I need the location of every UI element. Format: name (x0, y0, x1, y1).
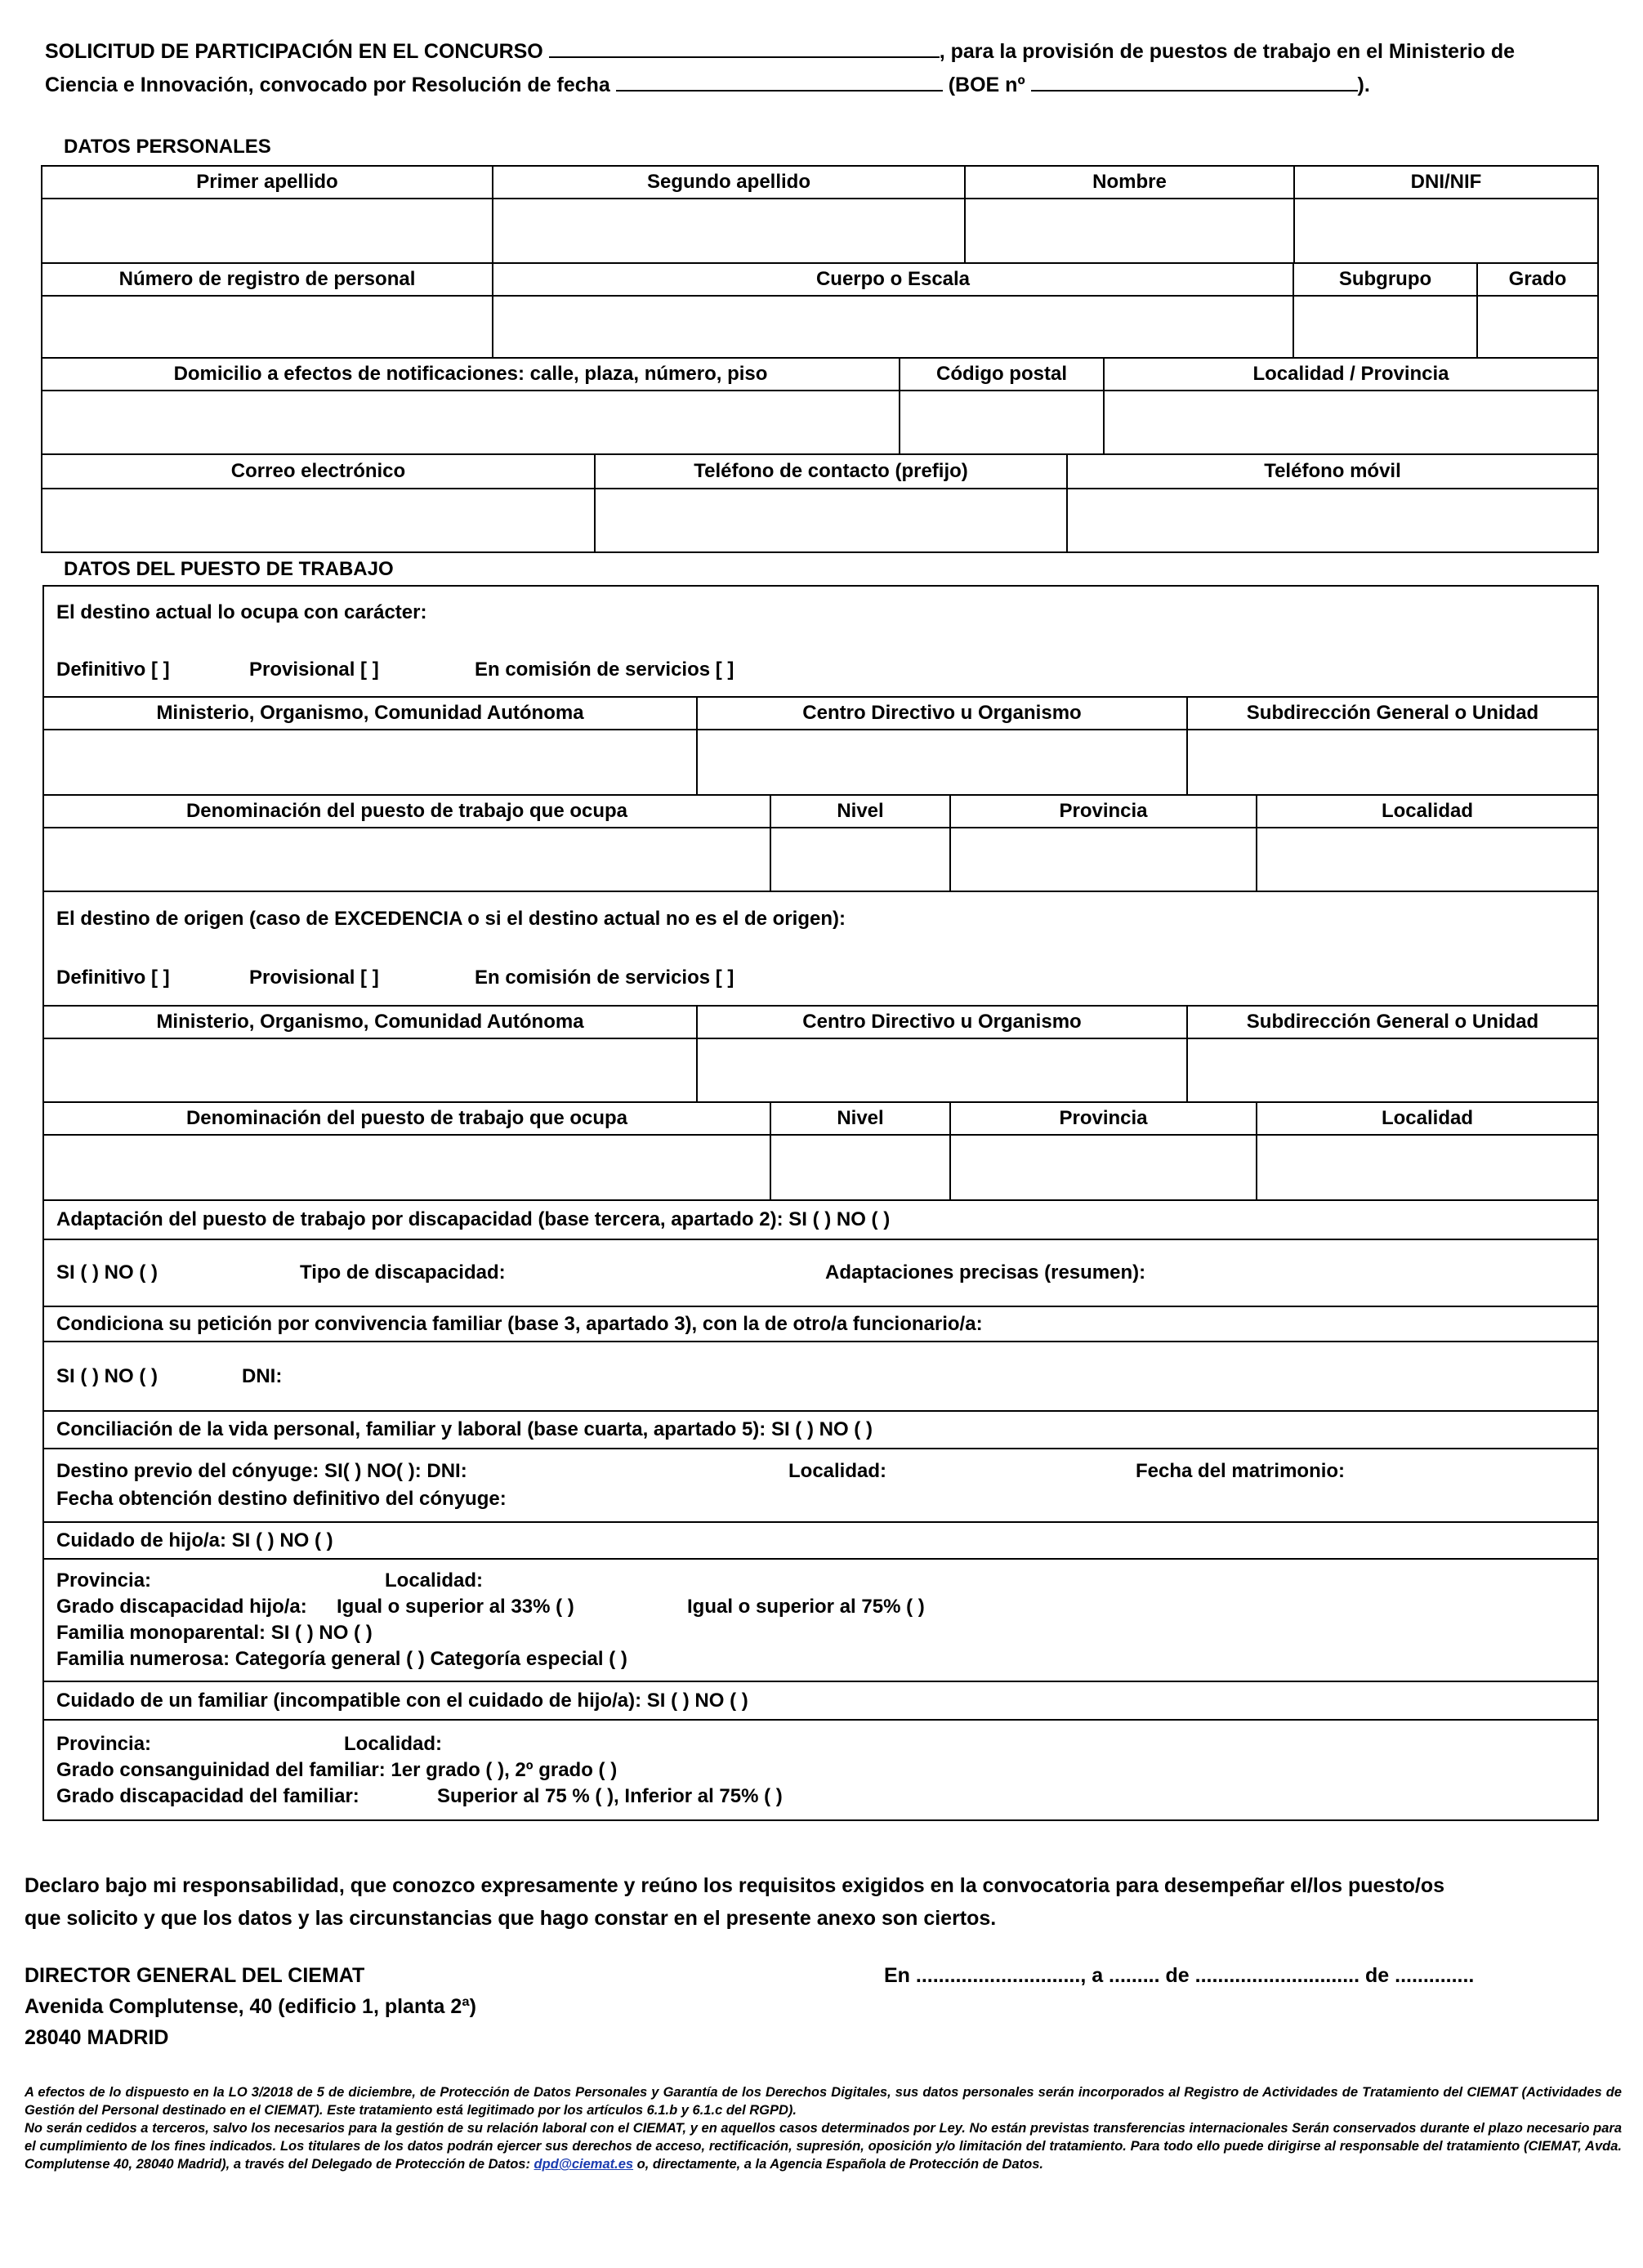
header-text: , para la provisión de puestos de trabajo en el Ministerio de (939, 40, 1516, 63)
legal-paragraph-2-end: o, directamente, a la Agencia Española de Protección de Datos. (633, 2157, 1043, 2172)
ministerio-field[interactable] (43, 730, 697, 795)
legal-paragraph-2-text: No serán cedidos a terceros, salvo los necesarios para la gestión de su relación laboral con el CIEMAT, y en aquellos casos determinados por Ley. No están previstas transferencias internacionales Serán conservados durante el plazo necesario para el cumplimiento de los fines indicados. Los titulares de los datos podrán ejercer sus derechos de acceso, rectificación, supresión, oposición y/o limitación del tratamiento. Para todo ello puede dirigirse al responsable del tratamiento (CIEMAT, Avda. Complutense 40, 28040 Madrid), a través del Delegado de Protección de Datos: (25, 2121, 1622, 2172)
declaration-line1: Declaro bajo mi responsabilidad, que conozco expresamente y reúno los requisitos exigidos en la convocatoria para desempeñar el/los puesto/os (25, 1874, 1445, 1897)
hijo-localidad-label: Localidad: (385, 1569, 484, 1592)
declaration-line2: que solicito y que los datos y las circunstancias que hago constar en el presente anexo son ciertos. (25, 1907, 997, 1930)
label-movil: Teléfono móvil (1067, 454, 1598, 489)
subgrupo-field[interactable] (1293, 296, 1477, 358)
label-origen-provincia: Provincia (950, 1102, 1257, 1135)
label-centro: Centro Directivo u Organismo (697, 697, 1187, 730)
recipient-line1: DIRECTOR GENERAL DEL CIEMAT (25, 1964, 365, 1987)
fecha-destino-conyuge-label: Fecha obtención destino definitivo del cónyuge: (56, 1488, 507, 1510)
label-localidad: Localidad (1257, 795, 1598, 828)
destino-origen-title: El destino de origen (caso de EXCEDENCIA o si el destino actual no es el de origen): (56, 908, 846, 930)
personal-data-table-1 (41, 165, 1599, 264)
legal-paragraph-2 (25, 2119, 1622, 2173)
personal-data-table-2 (41, 262, 1599, 359)
label-domicilio: Domicilio a efectos de notificaciones: calle, plaza, número, piso (42, 358, 900, 391)
fecha-matrimonio-label: Fecha del matrimonio: (1136, 1460, 1346, 1482)
label-codigo-postal: Código postal (900, 358, 1104, 391)
denominacion-field[interactable] (43, 828, 770, 891)
origen-provisional-checkbox[interactable]: Provisional [ ] (249, 967, 379, 989)
segundo-apellido-field[interactable] (493, 199, 965, 263)
job-data-actual-puesto-table (42, 794, 1599, 892)
concurso-blank[interactable] (549, 38, 940, 58)
convivencia-sino[interactable]: SI ( ) NO ( ) (56, 1364, 158, 1387)
origen-nivel-field[interactable] (770, 1135, 950, 1200)
section-title-personal: DATOS PERSONALES (64, 136, 271, 158)
convivencia-title: Condiciona su petición por convivencia familiar (base 3, apartado 3), con la de otro/a funcionario/a: (43, 1306, 1598, 1342)
hijo-title[interactable]: Cuidado de hijo/a: SI ( ) NO ( ) (43, 1522, 1598, 1559)
origen-subdireccion-field[interactable] (1187, 1038, 1598, 1102)
origen-centro-field[interactable] (697, 1038, 1187, 1102)
destino-origen-cell (43, 891, 1598, 1006)
label-subgrupo: Subgrupo (1293, 263, 1477, 296)
familiar-localidad-label: Localidad: (344, 1732, 443, 1755)
familiar-title[interactable]: Cuidado de un familiar (incompatible con el cuidado de hijo/a): SI ( ) NO ( ) (43, 1681, 1598, 1720)
familiar-discapacidad-opts[interactable]: Superior al 75 % ( ), Inferior al 75% ( ) (437, 1784, 783, 1807)
label-origen-centro: Centro Directivo u Organismo (697, 1006, 1187, 1038)
boe-label: (BOE nº (948, 74, 1025, 96)
header-title: SOLICITUD DE PARTICIPACIÓN EN EL CONCURSO (45, 40, 543, 63)
label-nombre: Nombre (965, 166, 1294, 199)
label-telefono: Teléfono de contacto (prefijo) (595, 454, 1067, 489)
dpd-email-link[interactable]: dpd@ciemat.es (534, 2157, 634, 2172)
label-subdireccion: Subdirección General o Unidad (1187, 697, 1598, 730)
recipient-line2: Avenida Complutense, 40 (edificio 1, planta 2ª) (25, 1995, 476, 2018)
hijo-grado-label: Grado discapacidad hijo/a: (56, 1596, 307, 1618)
form-header-line1 (45, 38, 1515, 64)
header-end: ). (1357, 74, 1370, 96)
recipient-line3: 28040 MADRID (25, 2026, 169, 2049)
declaration (25, 1869, 1618, 1935)
conyuge-destino[interactable]: Destino previo del cónyuge: SI( ) NO( ): DNI: (56, 1460, 467, 1482)
nrp-field[interactable] (42, 296, 493, 358)
label-denominacion: Denominación del puesto de trabajo que ocupa (43, 795, 770, 828)
label-correo: Correo electrónico (42, 454, 595, 489)
primer-apellido-field[interactable] (42, 199, 493, 263)
label-origen-ministerio: Ministerio, Organismo, Comunidad Autónoma (43, 1006, 697, 1038)
familiar-consanguinidad[interactable]: Grado consanguinidad del familiar: 1er grado ( ), 2º grado ( ) (56, 1758, 618, 1781)
convivencia-dni-label: DNI: (242, 1364, 283, 1387)
destino-actual-title: El destino actual lo ocupa con carácter: (56, 601, 427, 623)
familiar-provincia-label: Provincia: (56, 1732, 152, 1755)
subdireccion-field[interactable] (1187, 730, 1598, 795)
personal-data-table-3 (41, 357, 1599, 455)
label-nivel: Nivel (770, 795, 950, 828)
hijo-grado-75[interactable]: Igual o superior al 75% ( ) (687, 1596, 925, 1618)
conyuge-localidad-label: Localidad: (788, 1460, 887, 1482)
correo-field[interactable] (42, 489, 595, 552)
circumstances-table (42, 1199, 1599, 1821)
provisional-checkbox[interactable]: Provisional [ ] (249, 659, 379, 681)
label-origen-nivel: Nivel (770, 1102, 950, 1135)
definitivo-checkbox[interactable]: Definitivo [ ] (56, 659, 170, 681)
personal-data-table-4 (41, 453, 1599, 553)
dni-field[interactable] (1294, 199, 1598, 263)
origen-provincia-field[interactable] (950, 1135, 1257, 1200)
job-data-origen-puesto-table (42, 1101, 1599, 1201)
hijo-details (43, 1559, 1598, 1681)
label-provincia: Provincia (950, 795, 1257, 828)
destino-actual-options (56, 659, 1597, 681)
conciliacion-title[interactable]: Conciliación de la vida personal, familiar y laboral (base cuarta, apartado 5): SI ( ) NO ( ) (43, 1411, 1598, 1449)
tipo-discapacidad-label: Tipo de discapacidad: (300, 1261, 506, 1284)
nombre-field[interactable] (965, 199, 1294, 263)
adaptacion-title[interactable]: Adaptación del puesto de trabajo por discapacidad (base tercera, apartado 2): SI ( ) NO ( ) (43, 1200, 1598, 1239)
signature-date-line[interactable]: En ............................., a ......... de ............................. de .............. (884, 1964, 1475, 1987)
label-dni: DNI/NIF (1294, 166, 1598, 199)
origen-localidad-field[interactable] (1257, 1135, 1598, 1200)
label-nrp: Número de registro de personal (42, 263, 493, 296)
hijo-grado-33[interactable]: Igual o superior al 33% ( ) (337, 1596, 574, 1618)
section-title-job: DATOS DEL PUESTO DE TRABAJO (64, 558, 394, 580)
destino-actual-cell (43, 586, 1598, 697)
nivel-field[interactable] (770, 828, 950, 891)
destino-origen-options (56, 967, 1597, 989)
label-grado: Grado (1477, 263, 1598, 296)
label-origen-denominacion: Denominación del puesto de trabajo que ocupa (43, 1102, 770, 1135)
job-data-origen-table (42, 891, 1599, 1103)
localidad-provincia-field[interactable] (1104, 391, 1598, 454)
provincia-field[interactable] (950, 828, 1257, 891)
form-header-line2 (45, 72, 1370, 97)
familia-monoparental[interactable]: Familia monoparental: SI ( ) NO ( ) (56, 1622, 373, 1644)
origen-definitivo-checkbox[interactable]: Definitivo [ ] (56, 967, 170, 989)
origen-ministerio-field[interactable] (43, 1038, 697, 1102)
legal-paragraph-1: A efectos de lo dispuesto en la LO 3/2018 de 5 de diciembre, de Protección de Datos Personales y Garantía de los Derechos Digitales, sus datos personales serán incorporados al Registro de Actividades de Tratamiento del CIEMAT (Actividades de Gestión del Personal destinado en el CIEMAT). Este tratamiento está legitimado por los artículos 6.1.b y 6.1.c del RGPD). (25, 2085, 1622, 2118)
job-data-actual-table (42, 585, 1599, 796)
adaptaciones-label: Adaptaciones precisas (resumen): (825, 1261, 1146, 1284)
origen-denominacion-field[interactable] (43, 1135, 770, 1200)
telefono-field[interactable] (595, 489, 1067, 552)
label-localidad-provincia: Localidad / Provincia (1104, 358, 1598, 391)
localidad-field[interactable] (1257, 828, 1598, 891)
label-ministerio: Ministerio, Organismo, Comunidad Autónoma (43, 697, 697, 730)
centro-field[interactable] (697, 730, 1187, 795)
adaptacion-details (43, 1239, 1598, 1306)
codigo-postal-field[interactable] (900, 391, 1104, 454)
conyuge-details (43, 1449, 1598, 1522)
label-segundo-apellido: Segundo apellido (493, 166, 965, 199)
header-text-2: Ciencia e Innovación, convocado por Resolución de fecha (45, 74, 610, 96)
cuerpo-field[interactable] (493, 296, 1293, 358)
label-origen-localidad: Localidad (1257, 1102, 1598, 1135)
convivencia-details (43, 1342, 1598, 1411)
movil-field[interactable] (1067, 489, 1598, 552)
legal-notice (25, 2083, 1622, 2173)
hijo-provincia-label: Provincia: (56, 1569, 152, 1592)
familiar-discapacidad-label: Grado discapacidad del familiar: (56, 1784, 359, 1807)
adaptacion-sino[interactable]: SI ( ) NO ( ) (56, 1261, 158, 1284)
comision-checkbox[interactable]: En comisión de servicios [ ] (475, 659, 734, 681)
domicilio-field[interactable] (42, 391, 900, 454)
label-primer-apellido: Primer apellido (42, 166, 493, 199)
grado-field[interactable] (1477, 296, 1598, 358)
familiar-details (43, 1720, 1598, 1820)
origen-comision-checkbox[interactable]: En comisión de servicios [ ] (475, 967, 734, 989)
familia-numerosa[interactable]: Familia numerosa: Categoría general ( ) Categoría especial ( ) (56, 1648, 627, 1670)
label-origen-subdireccion: Subdirección General o Unidad (1187, 1006, 1598, 1038)
fecha-blank[interactable] (616, 72, 943, 92)
label-cuerpo: Cuerpo o Escala (493, 263, 1293, 296)
boe-blank[interactable] (1031, 72, 1358, 92)
